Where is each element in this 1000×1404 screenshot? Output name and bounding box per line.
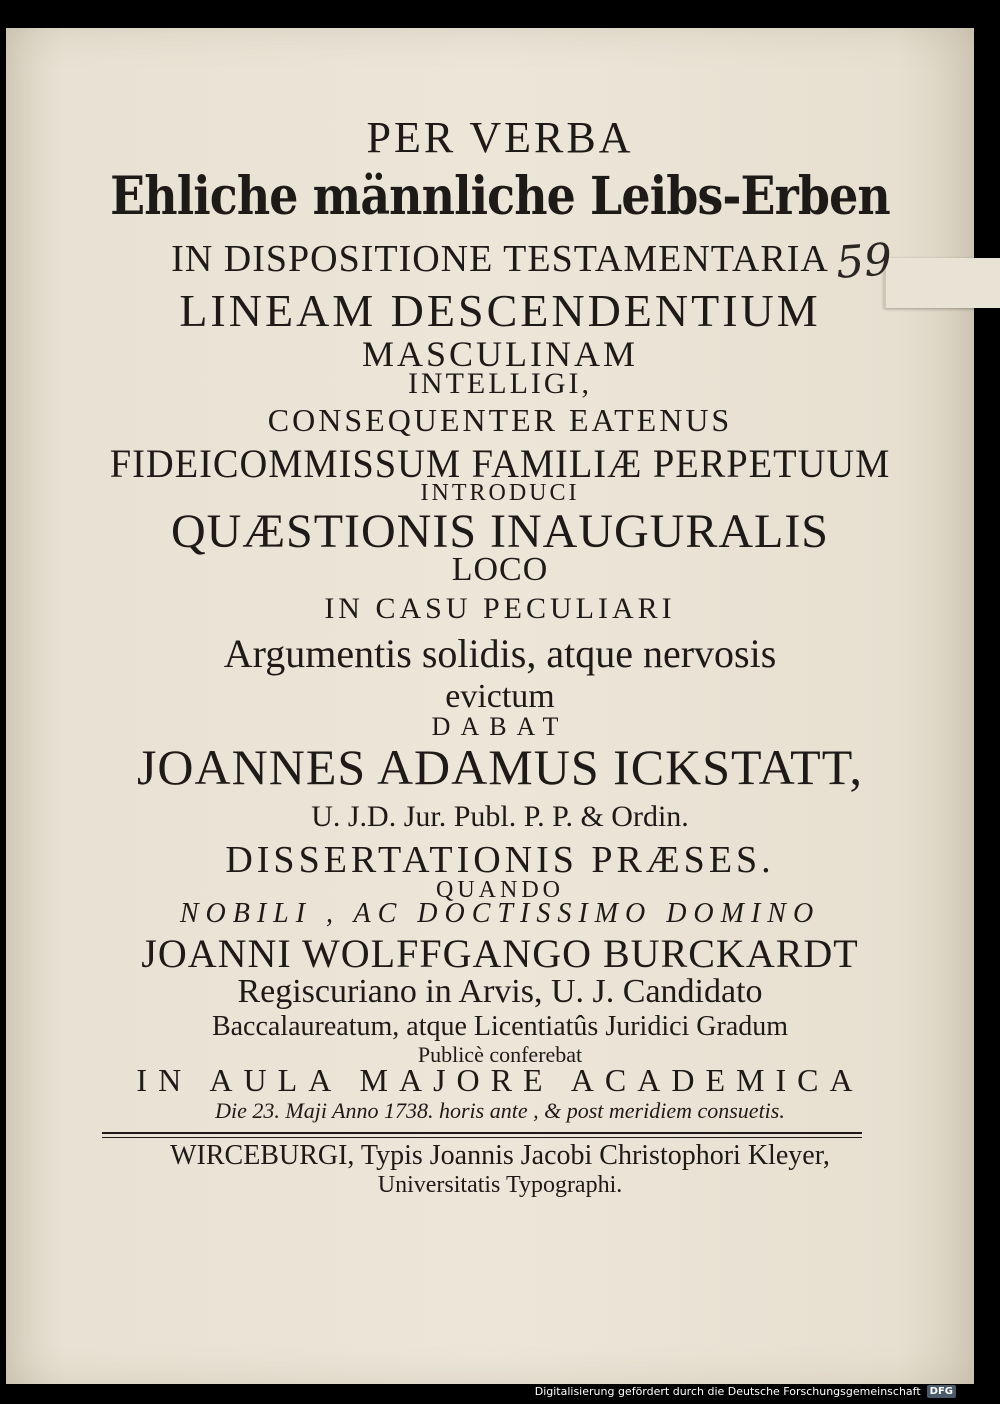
title-line-fraktur: Ehliche männliche Leibs-Erben [110, 166, 890, 227]
title-line-1: PER VERBA [366, 113, 634, 162]
title-line-17: U. J.D. Jur. Publ. P. P. & Ordin. [311, 800, 689, 833]
title-line-7: CONSEQUENTER EATENUS [267, 402, 733, 438]
title-line-5: MASCULINAM [361, 334, 639, 374]
title-line-18: DISSERTATIONIS PRÆSES. [225, 839, 775, 881]
imprint-line-1: WIRCEBURGI, Typis Joannis Jacobi Christophori Kleyer, [170, 1140, 830, 1171]
title-line-25: IN AULA MAJORE ACADEMICA [136, 1062, 864, 1098]
title-line-6: INTELLIGI, [407, 367, 593, 400]
divider-rule [102, 1132, 862, 1134]
title-line-13: Argumentis solidis, atque nervosis [223, 631, 777, 676]
title-line-21: JOANNI WOLFFGANGO BURCKARDT [141, 931, 859, 976]
title-line-26: Die 23. Maji Anno 1738. horis ante , & post meridiem consuetis. [215, 1098, 785, 1123]
title-line-4: LINEAM DESCENDENTIUM [179, 285, 821, 336]
title-line-14: evictum [445, 678, 555, 715]
title-line-12: IN CASU PECULIARI [324, 592, 676, 625]
margin-note: 59 [834, 234, 894, 289]
title-line-3: IN DISPOSITIONE TESTAMENTARIA [171, 238, 829, 280]
title-line-22: Regiscuriano in Arvis, U. J. Candidato [237, 973, 763, 1010]
title-line-9: INTRODUCI [420, 480, 580, 506]
title-line-20: NOBILI , AC DOCTISSIMO DOMINO [179, 898, 821, 929]
dfg-logo-icon: DFG [927, 1385, 956, 1398]
title-line-15: DABAT [431, 712, 569, 741]
title-line-16: JOANNES ADAMUS ICKSTATT, [136, 739, 864, 795]
footer-text: Digitalisierung gefördert durch die Deutsche Forschungsgemeinschaft [534, 1385, 921, 1398]
title-line-19: QUANDO [436, 877, 564, 903]
title-line-8: FIDEICOMMISSUM FAMILIÆ PERPETUUM [109, 441, 891, 486]
page-tab-marker [884, 258, 1000, 308]
title-line-10: QUÆSTIONIS INAUGURALIS [171, 505, 829, 558]
title-line-11: LOCO [451, 551, 549, 588]
footer-credit [535, 1385, 956, 1398]
imprint-line-2: Universitatis Typographi. [377, 1172, 623, 1198]
title-line-24: Publicè conferebat [417, 1042, 583, 1067]
divider-rule-thin [102, 1137, 862, 1138]
title-line-23: Baccalaureatum, atque Licentiatûs Juridici Gradum [211, 1011, 789, 1042]
